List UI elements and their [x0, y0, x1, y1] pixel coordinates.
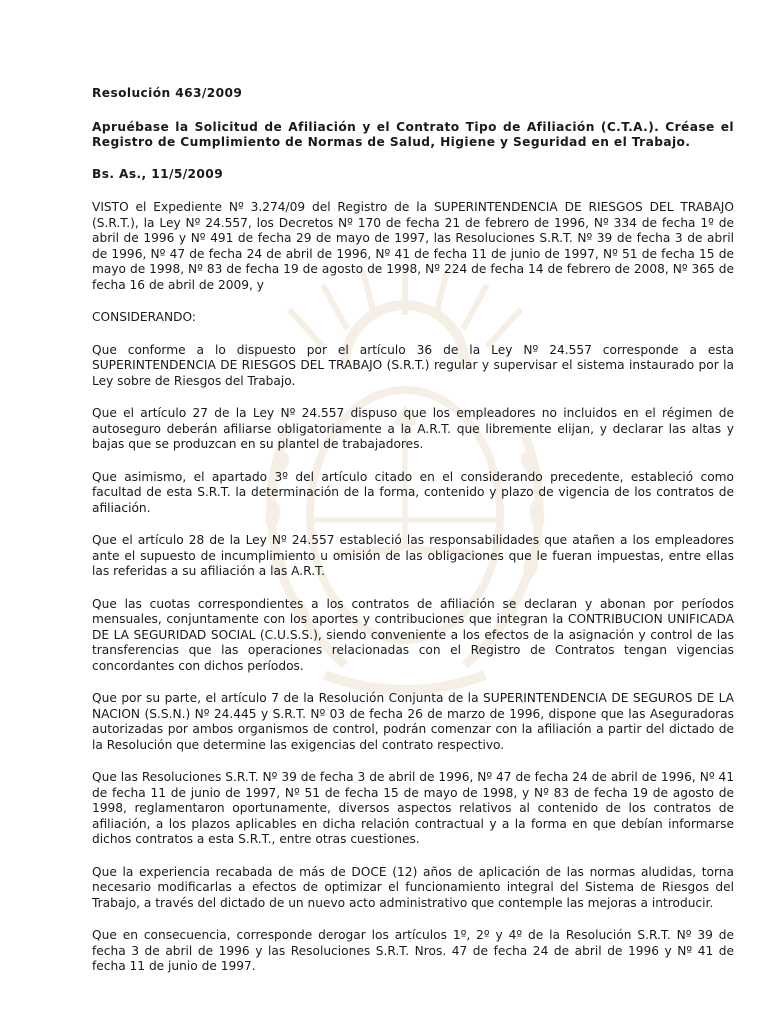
considerando-paragraph: Que por su parte, el artículo 7 de la Resolución Conjunta de la SUPERINTENDENCIA DE SEGUROS DE LA NACION (S.S.N.) Nº 24.445 y S.R.T. Nº 03 de fecha 26 de marzo de 1996, dispone que las Aseguradoras autorizadas por ambos organismos de control, podrán comenzar con la afiliación a partir del dictado de la Resolución que determine las exigencias del contrato respectivo.	[92, 691, 734, 752]
considerando-paragraph: Que la experiencia recabada de más de DOCE (12) años de aplicación de las normas aludidas, torna necesario modificarlas a efectos de optimizar el funcionamiento integral del Sistema de Riesgos del Trabajo, a través del dictado de un nuevo acto administrativo que contemple las mejoras a introducir.	[92, 864, 734, 910]
considerando-heading: CONSIDERANDO:	[92, 310, 196, 324]
document-date: Bs. As., 11/5/2009	[92, 166, 224, 181]
document-page	[92, 86, 734, 992]
considerando-paragraph: Que asimismo, el apartado 3º del artículo citado en el considerando precedente, estableció como facultad de esta S.R.T. la determinación de la forma, contenido y plazo de vigencia de los contratos de afiliación.	[92, 469, 734, 515]
considerando-paragraph: Que el artículo 28 de la Ley Nº 24.557 estableció las responsabilidades que atañen a los empleadores ante el supuesto de incumplimiento u omisión de las obligaciones que le fueran impuestas, entre ellas las referidas a su afiliación a las A.R.T.	[92, 533, 734, 578]
considerando-paragraph: Que las Resoluciones S.R.T. Nº 39 de fecha 3 de abril de 1996, Nº 47 de fecha 24 de abril de 1996, Nº 41 de fecha 11 de junio de 1997, Nº 51 de fecha 15 de mayo de 1998, y Nº 83 de fecha 19 de agosto de 1998, reglamentaron oportunamente, diversos aspectos relativos al contenido de los contratos de afiliación, a los plazos aplicables en dicha relación contractual y a la forma en que debían informarse dichos contratos a esta S.R.T., entre otras cuestiones.	[92, 770, 734, 846]
considerando-paragraph: Que en consecuencia, corresponde derogar los artículos 1º, 2º y 4º de la Resolución S.R.T. Nº 39 de fecha 3 de abril de 1996 y las Resoluciones S.R.T. Nros. 47 de fecha 24 de abril de 1996 y Nº 41 de fecha 11 de junio de 1997.	[92, 928, 734, 973]
document-title: Resolución 463/2009	[92, 86, 243, 100]
considerando-paragraph: Que las cuotas correspondientes a los contratos de afiliación se declaran y abonan por períodos mensuales, conjuntamente con los aportes y contribuciones que integran la CONTRIBUCION UNIFICADA DE LA SEGURIDAD SOCIAL (C.U.S.S.), siendo conveniente a los efectos de la asignación y control de las transferencias que las operaciones relacionadas con el Registro de Contratos tengan vigencias concordantes con dichos períodos.	[92, 596, 734, 673]
visto-paragraph: VISTO el Expediente Nº 3.274/09 del Registro de la SUPERINTENDENCIA DE RIESGOS DEL TRABAJO (S.R.T.), la Ley Nº 24.557, los Decretos Nº 170 de fecha 21 de febrero de 1996, Nº 334 de fecha 1º de abril de 1996 y Nº 491 de fecha 29 de mayo de 1997, las Resoluciones S.R.T. Nº 39 de fecha 3 de abril de 1996, Nº 47 de fecha 24 de abril de 1996, Nº 41 de fecha 11 de junio de 1997, Nº 51 de fecha 15 de mayo de 1998, Nº 83 de fecha 19 de agosto de 1998, Nº 224 de fecha 14 de febrero de 2008, Nº 365 de fecha 16 de abril de 2009, y	[92, 200, 734, 292]
considerando-paragraph: Que el artículo 27 de la Ley Nº 24.557 dispuso que los empleadores no incluidos en el régimen de autoseguro deberán afiliarse obligatoriamente a la A.R.T. que libremente elijan, y declarar las altas y bajas que se produzcan en su plantel de trabajadores.	[92, 406, 734, 451]
document-subtitle: Apruébase la Solicitud de Afiliación y el Contrato Tipo de Afiliación (C.T.A.). Créase el Registro de Cumplimiento de Normas de Salud, Higiene y Seguridad en el Trabajo.	[92, 119, 734, 149]
considerando-paragraph: Que conforme a lo dispuesto por el artículo 36 de la Ley Nº 24.557 corresponde a esta SUPERINTENDENCIA DE RIESGOS DEL TRABAJO (S.R.T.) regular y supervisar el sistema instaurado por la Ley sobre de Riesgos del Trabajo.	[92, 342, 734, 388]
